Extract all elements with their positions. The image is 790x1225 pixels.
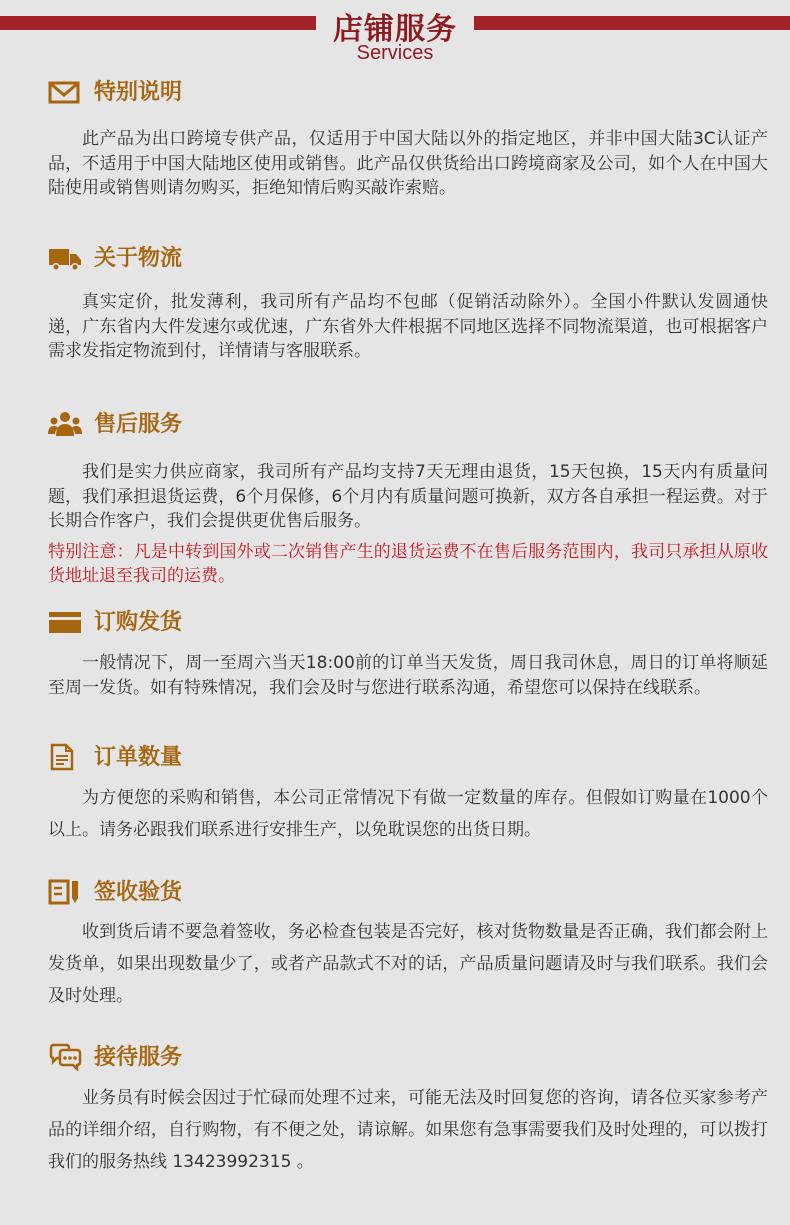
special-note: 特别注意：凡是中转到国外或二次销售产生的退货运费不在售后服务范围内，我司只承担从原收货地址退至我司的运费。 — [48, 541, 768, 586]
section-header — [48, 876, 768, 912]
document-icon — [48, 743, 82, 771]
section-ordering-shipping — [48, 606, 768, 700]
header-bar-right — [474, 16, 790, 30]
section-after-sales — [48, 408, 768, 589]
people-icon — [48, 410, 82, 438]
sign-icon — [48, 878, 82, 906]
section-order-quantity — [48, 741, 768, 846]
section-reception-service — [48, 1041, 768, 1178]
section-text: 此产品为出口跨境专供产品，仅适用于中国大陆以外的指定地区，并非中国大陆3C认证产品，不适用于中国大陆地区使用或销售。此产品仅供货给出口跨境商家及公司，如个人在中国大陆使用或销售则请勿购买，拒绝知情后购买敲诈索赔。 — [48, 129, 768, 198]
section-title: 接待服务 — [94, 1045, 183, 1070]
section-text: 业务员有时候会因过于忙碌而处理不过来，可能无法及时回复您的咨询，请各位买家参考产品的详细介绍，自行购物，有不便之处，请谅解。如果您有急事需要我们及时处理的，可以拨打我们的服务热线 13423992315 。 — [48, 1088, 768, 1172]
section-text: 真实定价，批发薄利，我司所有产品均不包邮（促销活动除外）。全国小件默认发圆通快递，广东省内大件发速尔或优速，广东省外大件根据不同地区选择不同物流渠道，也可根据客户需求发指定物流到付，详情请与客服联系。 — [48, 292, 768, 361]
truck-icon — [48, 244, 82, 272]
section-header — [48, 606, 768, 642]
section-text: 为方便您的采购和销售，本公司正常情况下有做一定数量的库存。但假如订购量在1000个以上。请务必跟我们联系进行安排生产，以免耽误您的出货日期。 — [48, 788, 768, 840]
section-header — [48, 242, 768, 278]
section-text: 收到货后请不要急着签收，务必检查包装是否完好，核对货物数量是否正确，我们都会附上发货单，如果出现数量少了，或者产品款式不对的话，产品质量问题请及时与我们联系。我们会及时处理。 — [48, 922, 768, 1006]
section-title: 签收验货 — [94, 880, 183, 905]
section-title: 订单数量 — [94, 745, 183, 770]
section-header — [48, 76, 768, 112]
chat-icon — [48, 1043, 82, 1071]
section-title: 特别说明 — [94, 80, 183, 105]
envelope-icon — [48, 78, 82, 106]
section-logistics — [48, 242, 768, 364]
section-special-notice — [48, 76, 768, 201]
section-header — [48, 408, 768, 444]
card-icon — [48, 608, 82, 636]
page-title: 店铺服务 — [333, 12, 457, 47]
page-subtitle: Services — [356, 42, 434, 64]
section-title: 售后服务 — [94, 412, 183, 437]
section-text: 一般情况下，周一至周六当天18:00前的订单当天发货，周日我司休息，周日的订单将顺延至周一发货。如有特殊情况，我们会及时与您进行联系沟通，希望您可以保持在线联系。 — [48, 653, 768, 698]
section-receipt-inspection — [48, 876, 768, 1012]
page-header — [0, 0, 790, 70]
section-title: 订购发货 — [94, 610, 183, 635]
section-title: 关于物流 — [94, 246, 183, 271]
header-bar-left — [0, 16, 316, 30]
section-text: 我们是实力供应商家，我司所有产品均支持7天无理由退货，15天包换，15天内有质量问题，我们承担退货运费，6个月保修，6个月内有质量问题可换新，双方各自承担一程运费。对于长期合作客户，我们会提供更优售后服务。 — [48, 462, 768, 531]
section-header — [48, 741, 768, 777]
section-header — [48, 1041, 768, 1077]
